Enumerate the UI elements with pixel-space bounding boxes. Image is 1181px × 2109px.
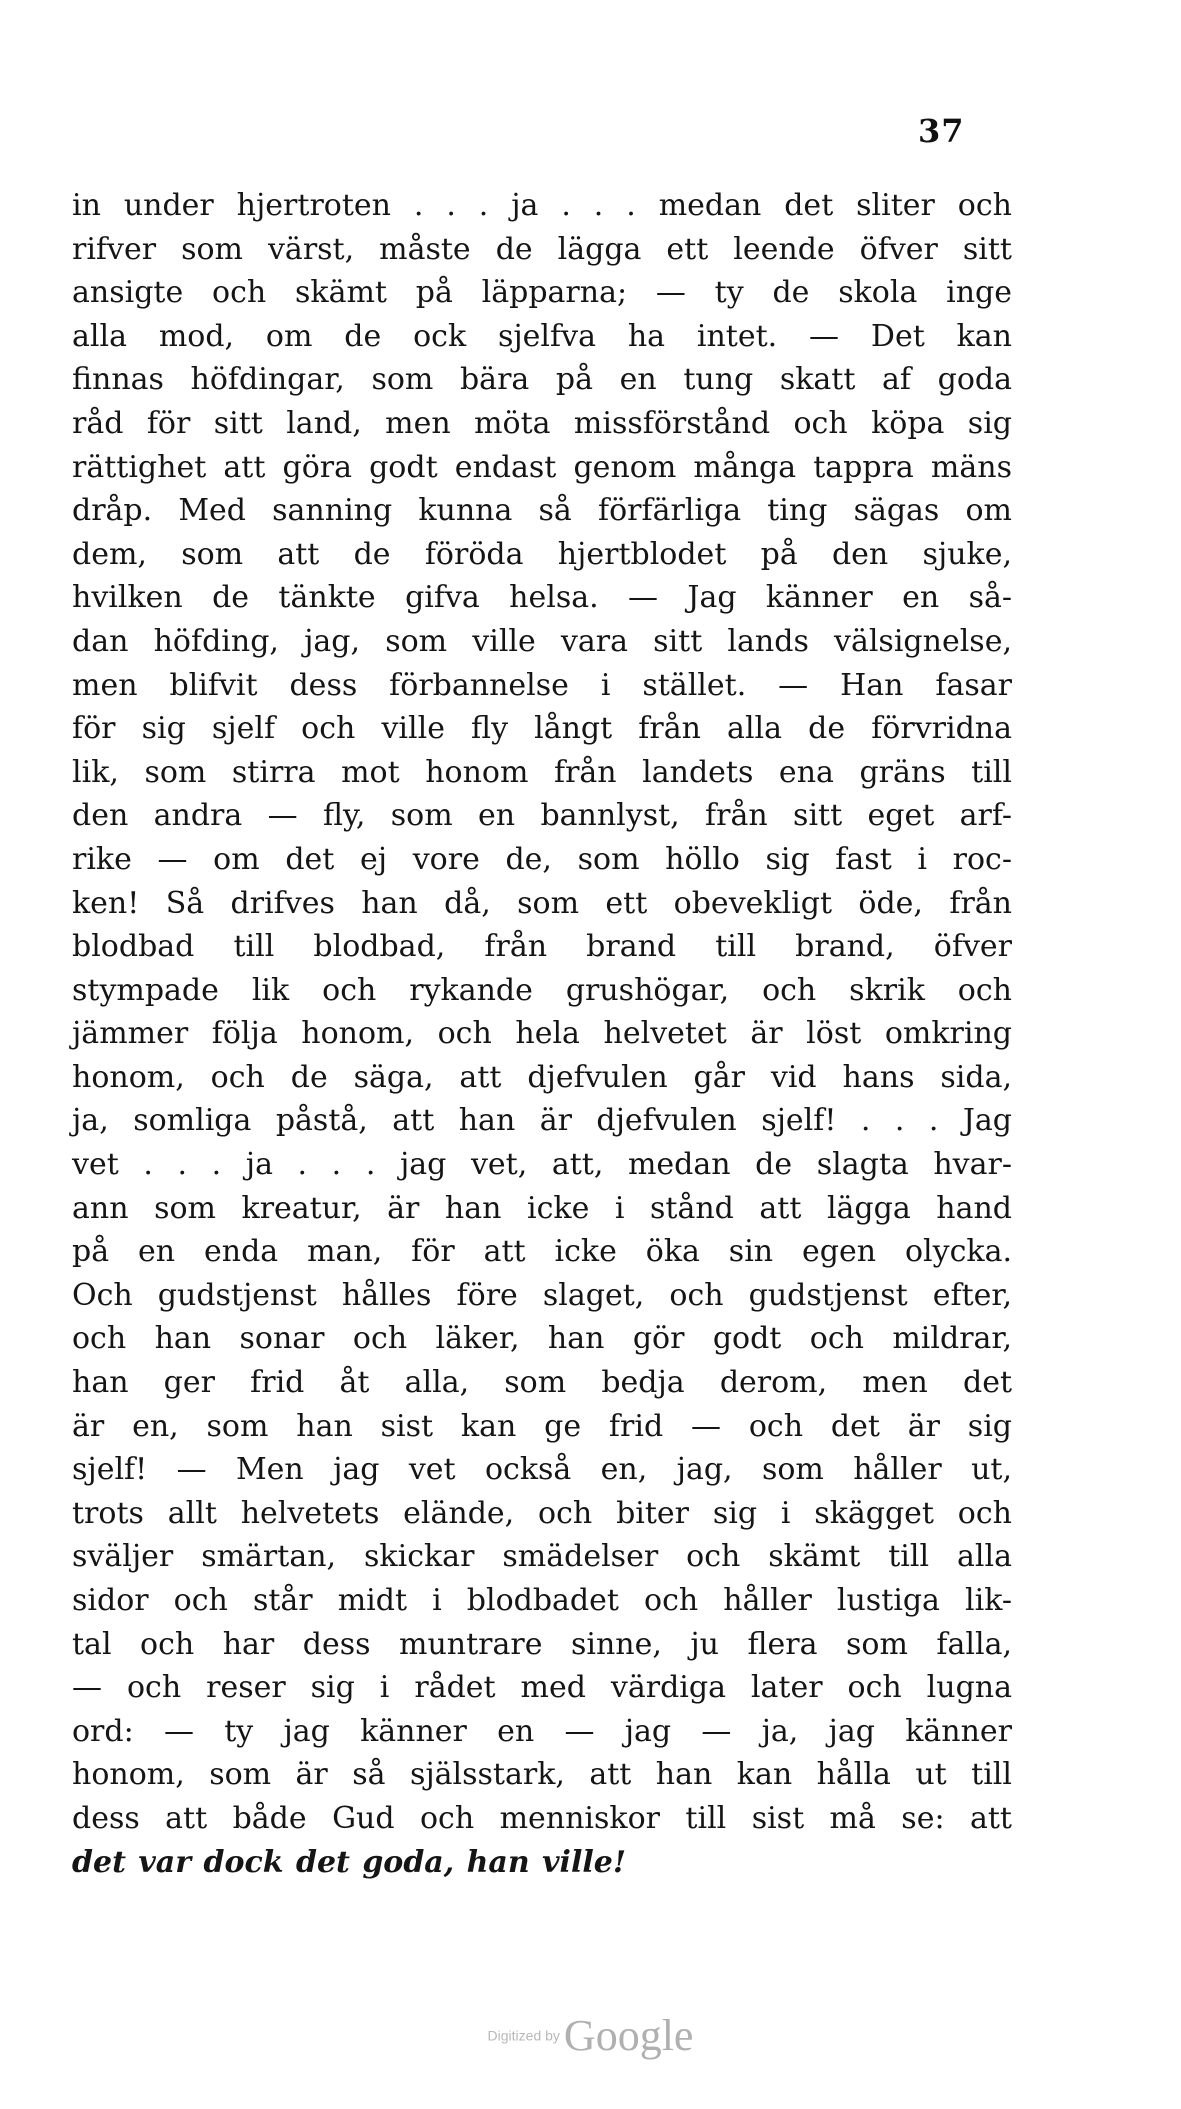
- text-line: ansigte och skämt på läpparna; — ty de skola inge: [72, 275, 1012, 311]
- text-line: dess att både Gud och menniskor till sist må se: att: [72, 1800, 1012, 1836]
- text-line: sväljer smärtan, skickar smädelser och skämt till alla: [72, 1539, 1012, 1575]
- text-line: rifver som värst, måste de lägga ett leende öfver sitt: [72, 231, 1012, 267]
- body-text: [72, 184, 1012, 1884]
- text-line: blodbad till blodbad, från brand till brand, öfver: [72, 929, 1012, 965]
- text-line: hvilken de tänkte gifva helsa. — Jag känner en så-: [72, 580, 1012, 616]
- text-line: råd för sitt land, men möta missförstånd och köpa sig: [72, 405, 1012, 441]
- text-line: ord: — ty jag känner en — jag — ja, jag känner: [72, 1713, 1012, 1749]
- text-line: dem, som att de föröda hjertblodet på den sjuke,: [72, 536, 1012, 572]
- text-line: ken! Så drifves han då, som ett obevekligt öde, från: [72, 885, 1012, 921]
- text-line: den andra — fly, som en bannlyst, från sitt eget arf-: [72, 798, 1012, 834]
- text-line: på en enda man, för att icke öka sin egen olycka.: [72, 1234, 1012, 1270]
- text-line: sjelf! — Men jag vet också en, jag, som håller ut,: [72, 1452, 1012, 1488]
- text-line: rike — om det ej vore de, som höllo sig fast i roc-: [72, 841, 1012, 877]
- text-line: finnas höfdingar, som bära på en tung skatt af goda: [72, 362, 1012, 398]
- text-line: Och gudstjenst hålles före slaget, och gudstjenst efter,: [72, 1277, 1012, 1313]
- text-line: lik, som stirra mot honom från landets ena gräns till: [72, 754, 1012, 790]
- digitized-watermark: [0, 2010, 1181, 2061]
- text-line: ja, somliga påstå, att han är djefvulen sjelf! . . . Jag: [72, 1103, 1012, 1139]
- text-line: in under hjertroten . . . ja . . . medan det sliter och: [72, 188, 1012, 223]
- text-line: ann som kreatur, är han icke i stånd att lägga hand: [72, 1190, 1012, 1226]
- text-line: jämmer följa honom, och hela helvetet är löst omkring: [72, 1016, 1012, 1052]
- digitized-label: Digitized by: [487, 2027, 560, 2044]
- text-line: sidor och står midt i blodbadet och håller lustiga lik-: [72, 1583, 1012, 1618]
- text-line: är en, som han sist kan ge frid — och det är sig: [72, 1408, 1012, 1444]
- text-line-italic: det var dock det goda, han ville!: [72, 1844, 627, 1880]
- text-line: vet . . . ja . . . jag vet, att, medan de slagta hvar-: [72, 1147, 1012, 1183]
- text-line: tal och har dess muntrare sinne, ju flera som falla,: [72, 1626, 1012, 1662]
- text-line: — och reser sig i rådet med värdiga later och lugna: [72, 1670, 1012, 1706]
- text-line: honom, som är så själsstark, att han kan hålla ut till: [72, 1757, 1012, 1793]
- text-line: rättighet att göra godt endast genom många tappra mäns: [72, 449, 1012, 485]
- text-line: alla mod, om de ock sjelfva ha intet. — Det kan: [72, 318, 1012, 354]
- text-line: för sig sjelf och ville fly långt från alla de förvridna: [72, 711, 1012, 747]
- page-number: 37: [918, 112, 965, 150]
- text-line: men blifvit dess förbannelse i stället. — Han fasar: [72, 667, 1012, 703]
- text-line: dan höfding, jag, som ville vara sitt lands välsignelse,: [72, 623, 1012, 659]
- text-line: och han sonar och läker, han gör godt och mildrar,: [72, 1321, 1012, 1357]
- text-line: dråp. Med sanning kunna så förfärliga ting sägas om: [72, 493, 1012, 529]
- text-line: han ger frid åt alla, som bedja derom, men det: [72, 1365, 1012, 1401]
- text-line: honom, och de säga, att djefvulen går vid hans sida,: [72, 1059, 1012, 1095]
- text-line: trots allt helvetets elände, och biter sig i skägget och: [72, 1495, 1012, 1531]
- text-line: stympade lik och rykande grushögar, och skrik och: [72, 972, 1012, 1008]
- google-logo: Google: [563, 2011, 694, 2060]
